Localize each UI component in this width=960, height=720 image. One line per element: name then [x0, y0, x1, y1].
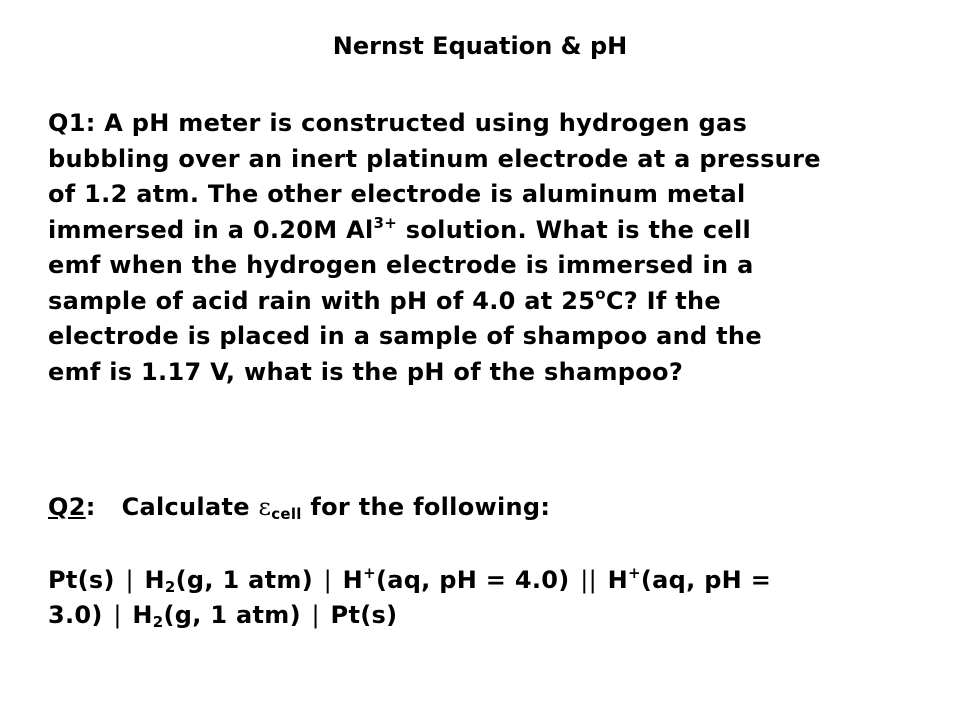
q2-colon: : — [85, 493, 96, 521]
phase-boundary: | — [125, 566, 134, 594]
phase-boundary: | — [113, 601, 122, 629]
q1-text: solution. What is the cell — [397, 215, 752, 244]
epsilon-symbol: ε — [258, 493, 272, 521]
q1-line — [48, 213, 938, 249]
q1-text: immersed in a 0.20M Al — [48, 215, 374, 244]
cell-text: (aq, pH = — [640, 566, 772, 594]
superscript: + — [363, 564, 376, 582]
superscript: + — [628, 564, 641, 582]
phase-boundary: | — [311, 601, 320, 629]
cell-text: H — [334, 566, 364, 594]
cell-text: (g, 1 atm) — [163, 601, 310, 629]
q2-text: for the following: — [301, 493, 551, 521]
charge-superscript: 3+ — [373, 213, 398, 232]
question-1 — [48, 106, 938, 390]
cell-text: 3.0) — [48, 601, 112, 629]
cell-text: H — [123, 601, 153, 629]
cell-notation-line — [48, 563, 938, 598]
subscript: 2 — [152, 613, 164, 631]
q1-text: sample of acid rain with pH of 4.0 at 25 — [48, 286, 596, 315]
q1-line: electrode is placed in a sample of shampoo and the — [48, 322, 762, 350]
cell-subscript: cell — [271, 505, 302, 523]
q1-line: bubbling over an inert platinum electrode at a pressure — [48, 144, 821, 173]
cell-text: Pt(s) — [321, 601, 398, 629]
q1-line: emf is 1.17 V, what is the pH of the shampoo? — [48, 357, 684, 386]
degree-superscript: o — [595, 284, 606, 303]
cell-text: (aq, pH = 4.0) — [375, 566, 579, 594]
cell-text: (g, 1 atm) — [175, 566, 322, 594]
salt-bridge: || — [580, 566, 597, 594]
cell-notation — [48, 563, 938, 633]
subscript: 2 — [164, 578, 176, 596]
q1-line: of 1.2 atm. The other electrode is aluminum metal — [48, 180, 746, 208]
cell-text: Pt(s) — [48, 566, 124, 594]
phase-boundary: | — [323, 566, 333, 594]
q2-label: Q2 — [48, 493, 86, 521]
cell-text: H — [598, 566, 629, 594]
q1-line: Q1: A pH meter is constructed using hydrogen gas — [48, 109, 748, 137]
page-title: Nernst Equation & pH — [332, 32, 628, 60]
q1-line — [48, 284, 938, 320]
q2-text: Calculate — [95, 493, 259, 521]
q1-line: emf when the hydrogen electrode is immersed in a — [48, 251, 754, 279]
q1-text: C? If the — [605, 286, 721, 315]
question-2-heading — [48, 490, 550, 525]
cell-notation-line — [48, 598, 938, 633]
cell-text: H — [135, 566, 165, 594]
